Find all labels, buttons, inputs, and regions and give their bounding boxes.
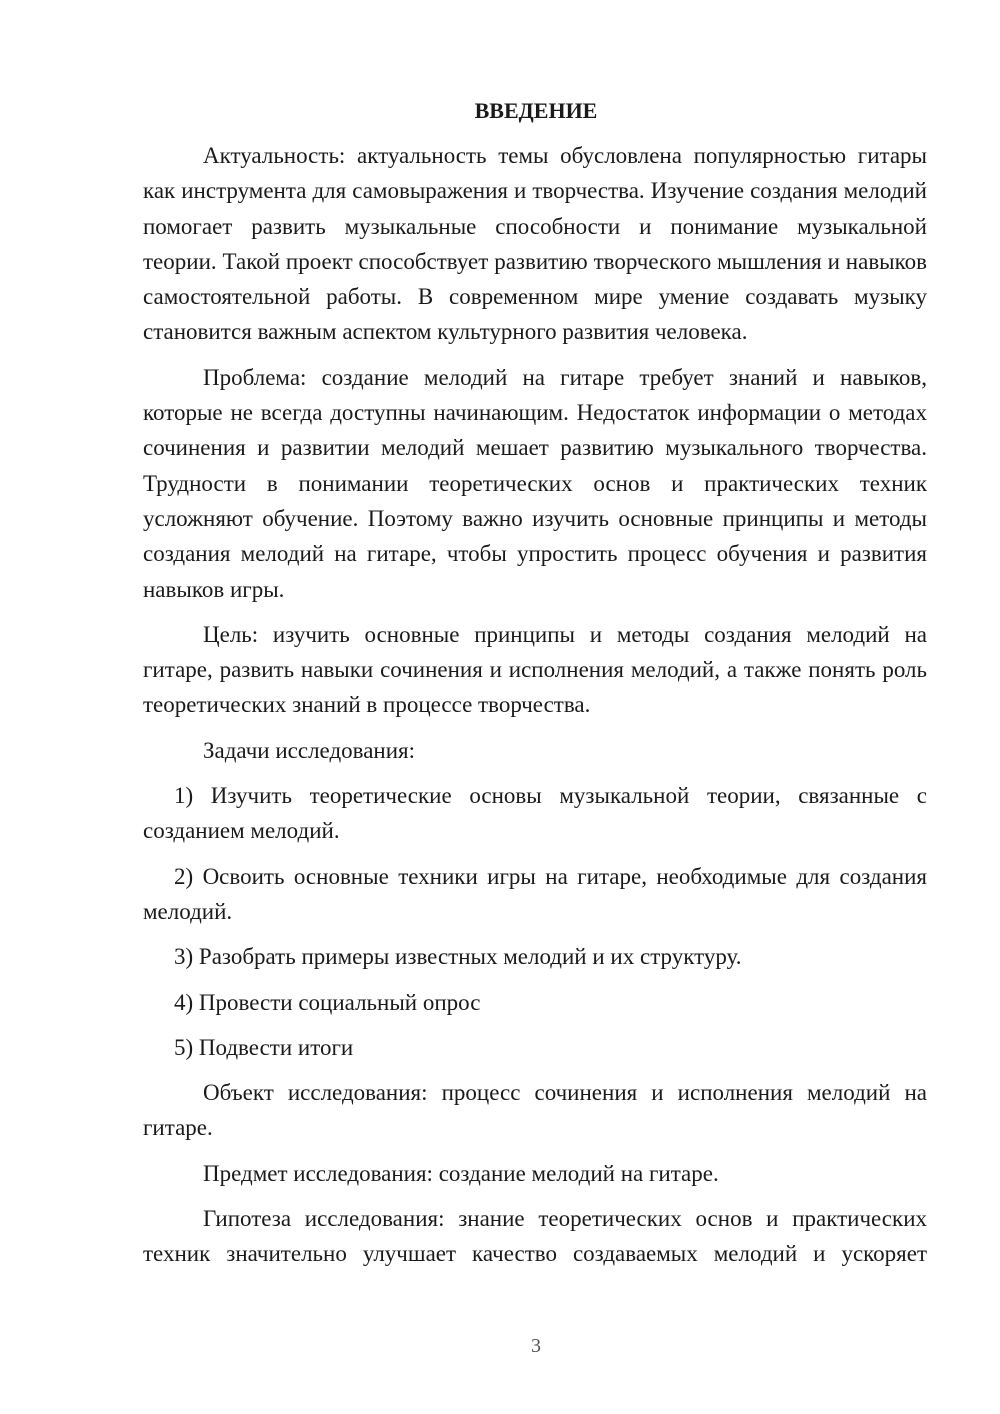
task-item: 2) Освоить основные техники игры на гитаре, необходимые для создания мелодий.	[143, 863, 927, 924]
task-item: 1) Изучить теоретические основы музыкальной теории, связанные с созданием мелодий.	[143, 783, 927, 844]
subject-paragraph: Предмет исследования: создание мелодий на гитаре.	[203, 1160, 719, 1186]
task-item: 3) Разобрать примеры известных мелодий и их структуру.	[174, 944, 742, 970]
relevance-paragraph: Актуальность: актуальность темы обусловлена популярностью гитары как инструмента для самовыражения и творчества. Изучение создания мелодий помогает развить музыкальные способности и понимание музыкальной теории. Такой проект способствует развитию творческого мышления и навыков самостоятельной работы. В современном мире умение создавать музыку становится важным аспектом культурного развития человека.	[143, 143, 927, 345]
tasks-heading: Задачи исследования:	[203, 737, 416, 763]
goal-paragraph: Цель: изучить основные принципы и методы создания мелодий на гитаре, развить навыки сочинения и исполнения мелодий, а также понять роль теоретических знаний в процессе творчества.	[143, 621, 927, 718]
hypothesis-paragraph: Гипотеза исследования: знание теоретических основ и практических техник значительно улучшает качество создаваемых мелодий и ускоряет	[143, 1206, 927, 1267]
task-item: 4) Провести социальный опрос	[174, 989, 481, 1015]
page-body	[143, 96, 927, 1272]
page-number: 3	[531, 1335, 541, 1357]
object-paragraph: Объект исследования: процесс сочинения и исполнения мелодий на гитаре.	[143, 1080, 927, 1141]
problem-paragraph: Проблема: создание мелодий на гитаре требует знаний и навыков, которые не всегда доступны начинающим. Недостаток информации о методах сочинения и развитии мелодий мешает развитию музыкального творчества. Трудности в понимании теоретических основ и практических техник усложняют обучение. Поэтому важно изучить основные принципы и методы создания мелодий на гитаре, чтобы упростить процесс обучения и развития навыков игры.	[143, 364, 927, 602]
task-item: 5) Подвести итоги	[174, 1034, 354, 1060]
section-title: ВВЕДЕНИЕ	[474, 98, 598, 123]
